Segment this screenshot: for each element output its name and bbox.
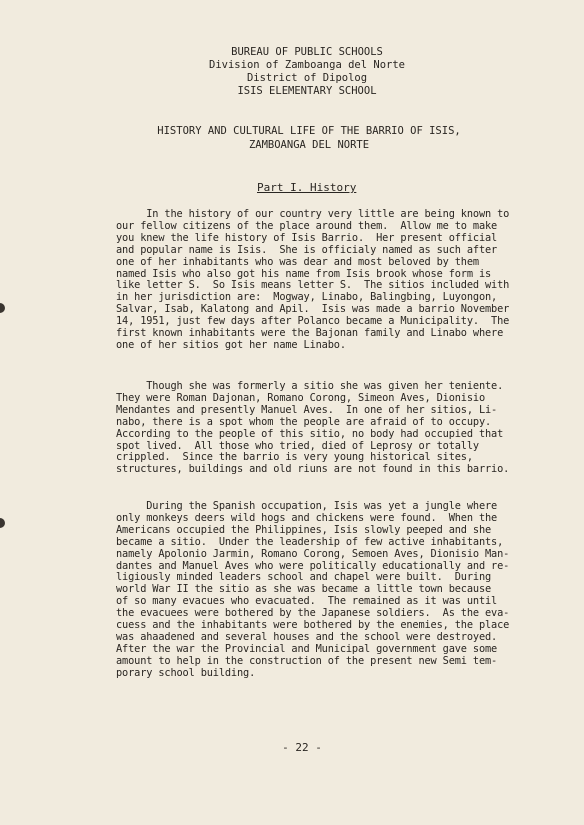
text-line: ligiously minded leaders school and chapel were built. During [116,571,492,584]
paragraph-1 [116,209,520,352]
text-line: you knew the life history of Isis Barrio. Her present official [116,231,498,244]
text-line: only monkeys deers wild hogs and chickens were found. When the [116,511,498,524]
text-line: dantes and Manuel Aves who were politically educationally and re- [116,559,510,572]
text-line: They were Roman Dajonan, Romano Corong, Simeon Aves, Dionisio [116,391,486,404]
text-line: nabo, there is a spot whom the people are afraid of to occupy. [116,415,492,428]
binding-hole [0,518,5,528]
paragraph-3 [116,501,520,680]
header-line: District of Dipolog [246,72,368,84]
text-line: Though she was formerly a sitio she was given her teniente. [116,380,504,392]
text-line: in her jurisdiction are: Mogway, Linabo, Balingbing, Luyongon, [116,291,498,304]
binding-hole [0,303,5,313]
text-line: amount to help in the construction of the present new Semi tem- [116,654,498,667]
title-line: HISTORY AND CULTURAL LIFE OF THE BARRIO OF ISIS, [157,125,461,137]
text-line: Mendantes and presently Manuel Aves. In one of her sitios, Li- [116,403,498,416]
text-line: crippled. Since the barrio is very young historical sites, [116,451,473,464]
text-line: Americans occupied the Philippines, Isis slowly peeped and she [116,523,492,536]
header-line: BUREAU OF PUBLIC SCHOOLS [231,46,383,58]
text-line: spot lived. All those who tried, died of Leprosy or totally [116,439,479,452]
text-line: world War II the sitio as she was became a little town because [116,583,492,596]
page-number [0,741,584,754]
paragraph-2 [116,381,520,476]
text-line: Salvar, Isab, Kalatong and Apil. Isis was made a barrio November [116,303,510,316]
text-line: 14, 1951, just few days after Polanco became a Municipality. The [116,315,510,328]
text-line: the evacuees were bothered by the Japanese soldiers. As the eva- [116,607,510,620]
text-line: our fellow citizens of the place around them. Allow me to make [116,219,498,232]
text-line: first known inhabitants were the Bajonan family and Linabo where [116,327,504,340]
header-line: Division of Zamboanga del Norte [209,59,405,71]
text-line: porary school building. [116,666,256,679]
text-line: cuess and the inhabitants were bothered by the enemies, the place [116,619,510,632]
title-line: ZAMBOANGA DEL NORTE [248,139,370,151]
text-line: During the Spanish occupation, Isis was yet a jungle where [116,500,498,512]
text-line: structures, buildings and old riuns are not found in this barrio. [116,463,510,476]
text-line: According to the people of this sitio, no body had occupied that [116,427,504,440]
text-line: of so many evacues who evacuated. The remained as it was until [116,595,498,608]
text-line: and popular name is Isis. She is officialy named as such after [116,243,498,256]
text-line: named Isis who also got his name from Isis brook whose form is [116,267,492,280]
text-line: namely Apolonio Jarmin, Romano Corong, Semoen Aves, Dionisio Man- [116,547,510,560]
text-line: In the history of our country very little are being known to [116,208,510,220]
section-heading: Part I. History [257,181,357,194]
text-line: one of her sitios got her name Linabo. [116,338,346,351]
school-header [0,46,584,98]
text-line: one of her inhabitants who was dear and most beloved by them [116,255,479,268]
text-line: like letter S. So Isis means letter S. The sitios included with [116,279,510,292]
text-line: After the war the Provincial and Municipal government gave some [116,642,498,655]
text-line: became a sitio. Under the leadership of few active inhabitants, [116,535,504,548]
header-line: ISIS ELEMENTARY SCHOOL [237,85,377,97]
text-line: was ahaadened and several houses and the school were destroyed. [116,630,498,643]
page-number-text: - 22 - [282,741,322,754]
document-title [0,124,584,152]
